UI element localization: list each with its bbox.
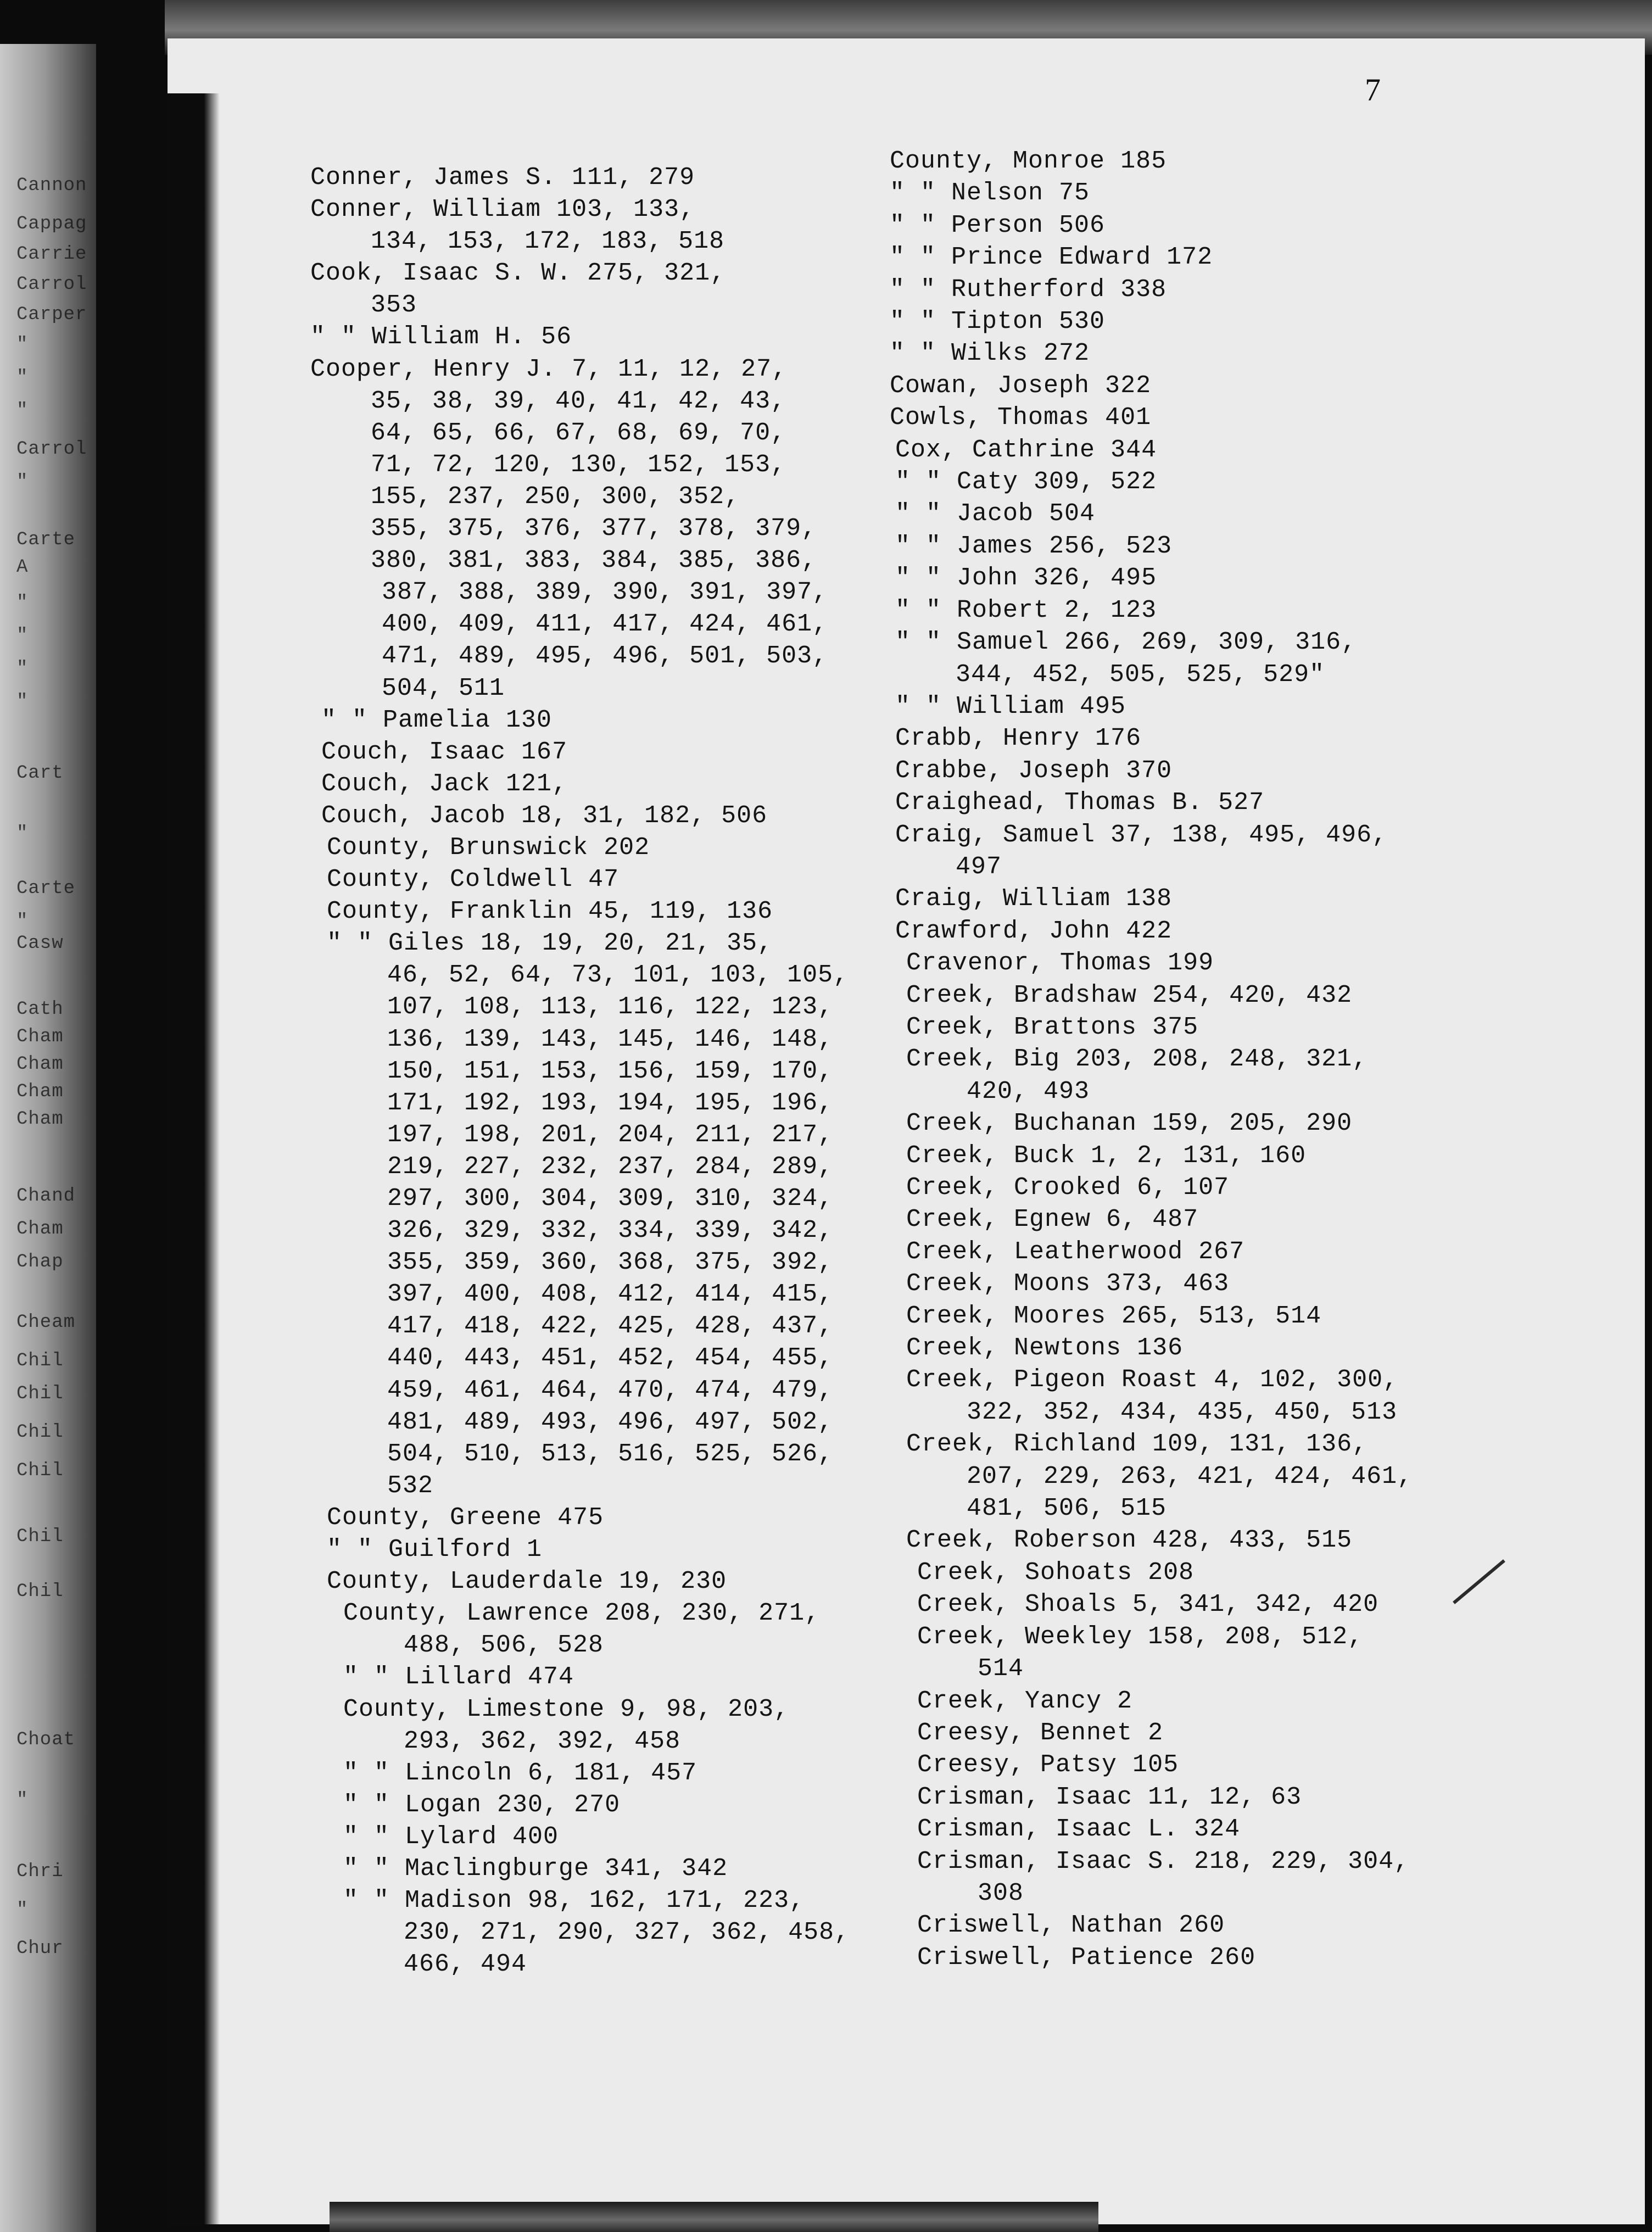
index-entry: Cook, Isaac S. W. 275, 321, xyxy=(310,259,726,288)
index-entry: Criswell, Nathan 260 xyxy=(917,1911,1225,1940)
index-entry-continuation: 136, 139, 143, 145, 146, 148, xyxy=(387,1025,834,1053)
index-entry: Crabb, Henry 176 xyxy=(895,724,1142,753)
index-entry-continuation: 64, 65, 66, 67, 68, 69, 70, xyxy=(371,418,786,447)
index-entry: " " Robert 2, 123 xyxy=(895,596,1157,624)
page-number: 7 xyxy=(1365,72,1381,108)
index-entry: Cowan, Joseph 322 xyxy=(890,371,1152,400)
index-entry-continuation: 207, 229, 263, 421, 424, 461, xyxy=(967,1462,1413,1491)
adjacent-page-fragment: Chil xyxy=(16,1526,64,1547)
index-entry: " " Maclingburge 341, 342 xyxy=(343,1854,728,1883)
index-entry: County, Brunswick 202 xyxy=(327,833,650,862)
index-entry: Creek, Richland 109, 131, 136, xyxy=(906,1430,1368,1459)
index-entry: " " William H. 56 xyxy=(310,323,572,351)
index-entry: County, Coldwell 47 xyxy=(327,866,620,894)
index-entry: " " Rutherford 338 xyxy=(890,275,1167,304)
adjacent-page-fragment: Cath xyxy=(16,999,64,1020)
index-entry: Craig, William 138 xyxy=(895,885,1173,913)
index-entry: Creesy, Patsy 105 xyxy=(917,1751,1179,1779)
index-entry-continuation: 355, 375, 376, 377, 378, 379, xyxy=(371,515,817,543)
index-entry-continuation: 107, 108, 113, 116, 122, 123, xyxy=(387,993,834,1022)
index-entry: Creek, Egnew 6, 487 xyxy=(906,1206,1199,1234)
index-entry-continuation: 481, 489, 493, 496, 497, 502, xyxy=(387,1408,834,1436)
index-entry: " " Prince Edward 172 xyxy=(890,243,1213,272)
adjacent-page-fragment: Cheam xyxy=(16,1312,76,1333)
index-entry-continuation: 353 xyxy=(371,291,417,320)
index-entry: " " James 256, 523 xyxy=(895,532,1173,560)
index-entry: Creek, Weekley 158, 208, 512, xyxy=(917,1622,1364,1651)
adjacent-page-fragment: Chur xyxy=(16,1938,64,1959)
index-entry: Creek, Sohoats 208 xyxy=(917,1558,1195,1587)
index-entry: Creek, Buck 1, 2, 131, 160 xyxy=(906,1141,1307,1170)
adjacent-page-fragment: " xyxy=(16,659,29,679)
adjacent-page-fragment: Carper xyxy=(16,304,87,325)
index-entry: Crabbe, Joseph 370 xyxy=(895,756,1173,785)
adjacent-page-fragment: Chil xyxy=(16,1422,64,1443)
index-entry-continuation: 293, 362, 392, 458 xyxy=(404,1727,681,1755)
index-entry-continuation: 471, 489, 495, 496, 501, 503, xyxy=(382,642,828,671)
adjacent-page-fragment: " xyxy=(16,367,29,388)
index-entry: County, Greene 475 xyxy=(327,1503,604,1532)
index-entry-continuation: 155, 237, 250, 300, 352, xyxy=(371,482,740,511)
adjacent-page-fragment: " xyxy=(16,1790,29,1811)
index-entry-continuation: 344, 452, 505, 525, 529" xyxy=(956,660,1325,689)
index-entry: " " Caty 309, 522 xyxy=(895,468,1157,496)
index-entry: Creek, Shoals 5, 341, 342, 420 xyxy=(917,1591,1379,1619)
adjacent-page-fragment: Cannon xyxy=(16,175,87,196)
index-entry: " " Tipton 530 xyxy=(890,308,1106,336)
index-entry-continuation: 219, 227, 232, 237, 284, 289, xyxy=(387,1152,834,1181)
adjacent-page-fragment: Carrie xyxy=(16,244,87,265)
index-entry: Cox, Cathrine 344 xyxy=(895,436,1157,464)
adjacent-page-strip xyxy=(0,44,96,2232)
binding-shadow xyxy=(168,93,220,2224)
index-entry: Creek, Newtons 136 xyxy=(906,1334,1184,1363)
index-entry-continuation: 532 xyxy=(387,1471,434,1500)
index-entry: Creek, Bradshaw 254, 420, 432 xyxy=(906,981,1353,1009)
index-entry: Creek, Crooked 6, 107 xyxy=(906,1174,1230,1202)
adjacent-page-fragment: Chil xyxy=(16,1351,64,1371)
index-entry-continuation: 171, 192, 193, 194, 195, 196, xyxy=(387,1089,834,1117)
index-column-right xyxy=(890,146,1494,1974)
index-entry: Creek, Brattons 375 xyxy=(906,1013,1199,1041)
index-entry-continuation: 504, 510, 513, 516, 525, 526, xyxy=(387,1439,834,1468)
adjacent-page-fragment: A xyxy=(16,557,29,578)
index-entry-continuation: 35, 38, 39, 40, 41, 42, 43, xyxy=(371,387,786,415)
index-entry: " " Lillard 474 xyxy=(343,1663,574,1692)
index-entry: Crawford, John 422 xyxy=(895,917,1173,945)
index-entry-continuation: 326, 329, 332, 334, 339, 342, xyxy=(387,1217,834,1245)
index-entry-continuation: 417, 418, 422, 425, 428, 437, xyxy=(387,1312,834,1341)
adjacent-page-fragment: Chil xyxy=(16,1460,64,1481)
adjacent-page-fragment: Chil xyxy=(16,1581,64,1602)
adjacent-page-fragment: " xyxy=(16,472,29,493)
index-entry: Craighead, Thomas B. 527 xyxy=(895,789,1265,817)
index-entry: Couch, Jacob 18, 31, 182, 506 xyxy=(321,801,768,830)
index-entry: County, Limestone 9, 98, 203, xyxy=(343,1695,790,1723)
index-entry-continuation: 440, 443, 451, 452, 454, 455, xyxy=(387,1344,834,1372)
index-entry-continuation: 488, 506, 528 xyxy=(404,1631,604,1660)
index-entry: Creek, Buchanan 159, 205, 290 xyxy=(906,1109,1353,1138)
index-entry: Criswell, Patience 260 xyxy=(917,1943,1256,1972)
adjacent-page-fragment: Cart xyxy=(16,763,64,784)
index-column-left xyxy=(310,162,914,1980)
index-entry: Crisman, Isaac S. 218, 229, 304, xyxy=(917,1847,1410,1876)
index-entry: " " Nelson 75 xyxy=(890,179,1090,208)
adjacent-page-fragment: Carte xyxy=(16,878,76,899)
index-entry-continuation: 197, 198, 201, 204, 211, 217, xyxy=(387,1120,834,1149)
index-entry: Crisman, Isaac 11, 12, 63 xyxy=(917,1783,1302,1811)
index-entry-continuation: 400, 409, 411, 417, 424, 461, xyxy=(382,610,828,639)
index-entry: " " Lylard 400 xyxy=(343,1822,559,1851)
index-entry-continuation: 387, 388, 389, 390, 391, 397, xyxy=(382,578,828,607)
adjacent-page-fragment: Choat xyxy=(16,1729,76,1750)
adjacent-page-fragment: Carrol xyxy=(16,439,87,460)
index-entry: Couch, Isaac 167 xyxy=(321,738,568,766)
index-entry-continuation: 308 xyxy=(978,1879,1024,1907)
adjacent-page-fragment: Cham xyxy=(16,1219,64,1240)
index-entry: Craig, Samuel 37, 138, 495, 496, xyxy=(895,821,1388,849)
adjacent-page-fragment: Carte xyxy=(16,529,76,550)
index-entry: " " William 495 xyxy=(895,692,1126,721)
index-entry-continuation: 322, 352, 434, 435, 450, 513 xyxy=(967,1398,1398,1426)
adjacent-page-fragment: " xyxy=(16,823,29,844)
index-entry-continuation: 497 xyxy=(956,852,1002,881)
index-entry: Cravenor, Thomas 199 xyxy=(906,949,1214,978)
index-entry: " " Wilks 272 xyxy=(890,339,1090,368)
index-entry: Conner, William 103, 133, xyxy=(310,196,695,224)
adjacent-page-fragment: Cham xyxy=(16,1081,64,1102)
adjacent-page-fragment: Cham xyxy=(16,1026,64,1047)
adjacent-page-fragment: Cham xyxy=(16,1054,64,1075)
index-entry: Creek, Yancy 2 xyxy=(917,1687,1133,1715)
index-entry: County, Lauderdale 19, 230 xyxy=(327,1567,727,1596)
index-entry-continuation: 504, 511 xyxy=(382,674,505,702)
index-entry: Couch, Jack 121, xyxy=(321,769,568,798)
index-entry-continuation: 297, 300, 304, 309, 310, 324, xyxy=(387,1185,834,1213)
index-entry-continuation: 459, 461, 464, 470, 474, 479, xyxy=(387,1376,834,1404)
index-entry: Creek, Big 203, 208, 248, 321, xyxy=(906,1045,1368,1074)
index-entry: " " Jacob 504 xyxy=(895,500,1096,528)
adjacent-page-fragment: " xyxy=(16,626,29,646)
adjacent-page-fragment: " xyxy=(16,400,29,421)
index-entry: " " Samuel 266, 269, 309, 316, xyxy=(895,628,1357,657)
adjacent-page-fragment: Cappag xyxy=(16,214,87,235)
index-entry-continuation: 46, 52, 64, 73, 101, 103, 105, xyxy=(387,961,849,990)
index-entry: " " Lincoln 6, 181, 457 xyxy=(343,1759,697,1787)
index-entry-continuation: 355, 359, 360, 368, 375, 392, xyxy=(387,1248,834,1277)
adjacent-page-fragment: " xyxy=(16,334,29,355)
index-entry: County, Monroe 185 xyxy=(890,147,1167,175)
index-entry-continuation: 71, 72, 120, 130, 152, 153, xyxy=(371,450,786,479)
adjacent-page-fragment: " xyxy=(16,1900,29,1921)
index-entry: Cooper, Henry J. 7, 11, 12, 27, xyxy=(310,355,788,383)
index-entry: " " Giles 18, 19, 20, 21, 35, xyxy=(327,929,773,958)
index-entry-continuation: 150, 151, 153, 156, 159, 170, xyxy=(387,1057,834,1085)
adjacent-page-fragment: Casw xyxy=(16,933,64,954)
index-entry: County, Franklin 45, 119, 136 xyxy=(327,897,773,926)
adjacent-page-fragment: Carrol xyxy=(16,274,87,295)
index-entry: " " John 326, 495 xyxy=(895,564,1157,593)
index-entry-continuation: 514 xyxy=(978,1655,1024,1683)
index-entry: Conner, James S. 111, 279 xyxy=(310,164,695,192)
index-entry: County, Lawrence 208, 230, 271, xyxy=(343,1599,821,1628)
index-entry: Creek, Leatherwood 267 xyxy=(906,1237,1245,1266)
index-entry: " " Guilford 1 xyxy=(327,1536,543,1564)
index-entry: " " Pamelia 130 xyxy=(321,706,552,734)
index-entry: Creek, Pigeon Roast 4, 102, 300, xyxy=(906,1366,1399,1394)
adjacent-page-fragment: Cham xyxy=(16,1109,64,1130)
adjacent-page-fragment: " xyxy=(16,593,29,613)
adjacent-page-fragment: Chap xyxy=(16,1252,64,1273)
index-entry-continuation: 481, 506, 515 xyxy=(967,1494,1167,1523)
adjacent-page-fragment: Chil xyxy=(16,1383,64,1404)
adjacent-page-fragment: " xyxy=(16,691,29,712)
index-entry: Cowls, Thomas 401 xyxy=(890,404,1152,432)
index-entry: " " Madison 98, 162, 171, 223, xyxy=(343,1887,805,1915)
index-entry-continuation: 397, 400, 408, 412, 414, 415, xyxy=(387,1280,834,1309)
index-entry-continuation: 420, 493 xyxy=(967,1077,1090,1106)
index-entry: Creek, Moores 265, 513, 514 xyxy=(906,1302,1322,1330)
index-entry-continuation: 466, 494 xyxy=(404,1950,527,1979)
index-entry-continuation: 134, 153, 172, 183, 518 xyxy=(371,227,725,256)
adjacent-page-fragment: Chri xyxy=(16,1861,64,1882)
adjacent-page-fragment: " xyxy=(16,911,29,932)
index-entry: " " Logan 230, 270 xyxy=(343,1790,621,1819)
scan-bottom-edge xyxy=(330,2202,1098,2232)
index-entry: " " Person 506 xyxy=(890,211,1106,239)
index-entry: Creesy, Bennet 2 xyxy=(917,1718,1164,1747)
adjacent-page-fragment: Chand xyxy=(16,1186,76,1207)
index-entry: Creek, Moons 373, 463 xyxy=(906,1270,1230,1298)
index-entry: Crisman, Isaac L. 324 xyxy=(917,1815,1241,1844)
index-entry: Creek, Roberson 428, 433, 515 xyxy=(906,1526,1353,1555)
index-entry-continuation: 380, 381, 383, 384, 385, 386, xyxy=(371,546,817,575)
index-entry-continuation: 230, 271, 290, 327, 362, 458, xyxy=(404,1918,850,1947)
